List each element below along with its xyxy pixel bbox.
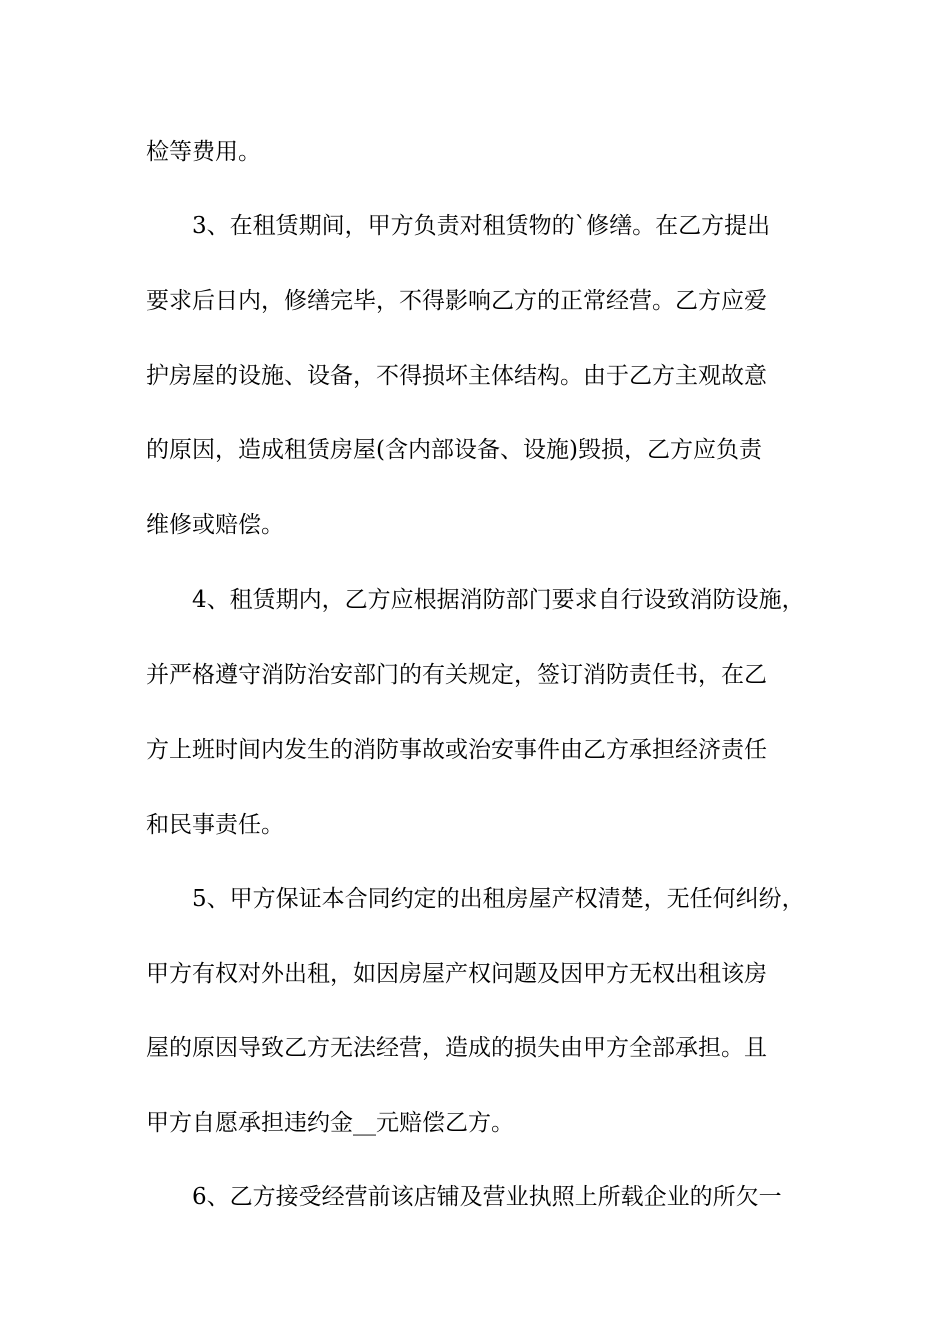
- text-line: 屋的原因导致乙方无法经营，造成的损失由甲方全部承担。且: [146, 1035, 767, 1061]
- text-line: 5、甲方保证本合同约定的出租房屋产权清楚，无任何纠纷，: [192, 886, 805, 912]
- text-line: 3、在租赁期间，甲方负责对租赁物的`修缮。在乙方提出: [192, 213, 771, 239]
- text-line: 要求后日内，修缮完毕，不得影响乙方的正常经营。乙方应爱: [146, 288, 767, 314]
- text-line: 的原因，造成租赁房屋(含内部设备、设施)毁损，乙方应负责: [146, 437, 762, 463]
- text-line: 护房屋的设施、设备，不得损坏主体结构。由于乙方主观故意: [146, 363, 767, 389]
- text-line: 方上班时间内发生的消防事故或治安事件由乙方承担经济责任: [146, 737, 767, 763]
- text-line: 维修或赔偿。: [146, 512, 284, 538]
- text-line: 检等费用。: [146, 139, 261, 165]
- text-line: 6、乙方接受经营前该店铺及营业执照上所载企业的所欠一: [192, 1184, 782, 1210]
- text-line: 和民事责任。: [146, 812, 284, 838]
- text-line: 并严格遵守消防治安部门的有关规定，签订消防责任书，在乙: [146, 662, 767, 688]
- text-line: 4、租赁期内，乙方应根据消防部门要求自行设致消防设施，: [192, 587, 805, 613]
- text-line: 甲方有权对外出租，如因房屋产权问题及因甲方无权出租该房: [146, 961, 767, 987]
- text-line: 甲方自愿承担违约金__元赔偿乙方。: [146, 1110, 514, 1136]
